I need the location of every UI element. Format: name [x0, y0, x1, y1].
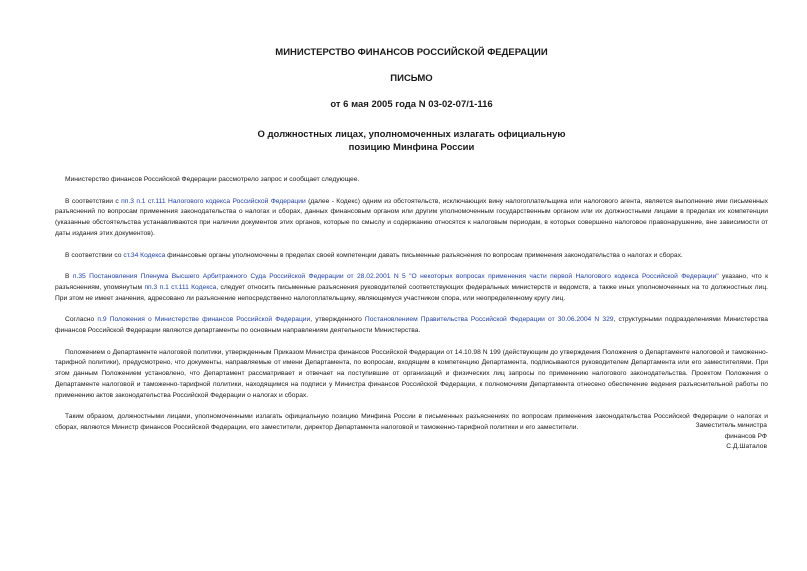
text-fragment: В соответствии со	[65, 251, 124, 259]
text-fragment: В	[65, 273, 73, 281]
paragraph-regulation	[55, 315, 768, 336]
link-code-article-111[interactable]: пп.3 п.1 ст.111 Кодекса	[144, 283, 217, 291]
paragraph-conclusion-text: Таким образом, должностными лицами, уполномоченными излагать официальную позицию Минфина России в письменных разъяснениях по вопросам применения законодательства Российской Федерации о налогах и сборах, являются Министр финансов Российской Федерации, его заместители, директор Департамента налоговой и таможенно-тарифной политики и его заместители.	[55, 413, 768, 431]
signature-block	[695, 421, 767, 453]
text-fragment: (далее - Кодекс) одним из обстоятельств, исключающих вину налогоплательщика или налогового агента, является выполнение ими письменных разъяснений по вопросам применения законодательства о налогах и сборах, данных финансовым органом или другим уполномоченным государственным органом или их должностными лицами в пределах их компетенции (указанные обстоятельства устанавливаются при наличии документов этих органов, которые по смыслу и содержанию относятся к налоговым периодам, в которых совершено налоговое правонарушение, вне зависимости от даты издания этих документов).	[55, 197, 769, 237]
link-government-resolution[interactable]: Постановлением Правительства Российской Федерации от 30.06.2004 N 329	[364, 316, 614, 324]
document-date-number: от 6 мая 2005 года N 03-02-07/1-116	[330, 99, 493, 110]
signature-position: Заместитель министра	[695, 422, 767, 429]
text-fragment: Согласно	[65, 316, 98, 324]
text-fragment: указано, что к разъяснениям, упомянутым	[55, 273, 768, 291]
paragraph-intro	[55, 175, 768, 186]
signature-org: финансов РФ	[724, 432, 767, 440]
title-line-2: позицию Минфина России	[348, 142, 475, 153]
paragraph-intro-text: Министерство финансов Российской Федерации рассмотрело запрос и сообщает следующее.	[65, 176, 360, 183]
paragraph-article-34	[55, 251, 768, 262]
title-line-1: О должностных лицах, уполномоченных излагать официальную	[257, 129, 566, 140]
link-point-35[interactable]: п.35	[72, 273, 86, 281]
link-article-111[interactable]: пп.3 п.1 ст.111 Налогового кодекса Российской Федерации	[121, 197, 306, 205]
link-code[interactable]: Кодекса	[140, 251, 166, 259]
text-fragment: В соответствии с	[65, 197, 122, 205]
paragraph-department-text: Положением о Департаменте налоговой политики, утвержденным Приказом Министра финансов Российской Федерации от 14.10.98 N 199 (действующим до утверждения Положения о Департаменте налоговой и таможенно-тарифной политики), предусмотрено, что документы, направляемые от имени Департамента, по вопросам, входящим в компетенцию Департамента, подписываются руководителем Департамента или его заместителями. При этом данным Положением установлено, что Департамент рассматривает и отвечает на поступившие от организаций и физических лиц запросы по применению налогового законодательства. Проектом Положения о Департаменте налоговой и таможенно-тарифной политики, находящимся на подписи у Министра финансов Российской Федерации, к полномочиям Департамента отнесено обеспечение ведения разъяснительной работы по применению актов законодательства Российской Федерации о налогах и сборах.	[55, 348, 768, 399]
text-fragment: , структурными подразделениями Министерства финансов Российской Федерации являются департаменты по основным направлениям деятельности Министерства.	[55, 316, 768, 335]
paragraph-conclusion	[55, 412, 768, 433]
paragraph-department	[55, 348, 768, 402]
link-article-34[interactable]: ст.34	[123, 251, 139, 259]
text-fragment: , утвержденного	[310, 316, 365, 324]
text-fragment: финансовые органы уполномочены в пределах своей компетенции давать письменные разъяснения по вопросам применения законодательства о налогах и сборах.	[165, 251, 683, 259]
link-ministry-regulation[interactable]: п.9 Положения о Министерстве финансов Российской Федерации	[97, 316, 311, 324]
link-plenum-resolution[interactable]: Постановления Пленума Высшего Арбитражного Суда Российской Федерации от 28.02.2001 N 5 "О некоторых вопросах применения части первой Налогового кодекса Российской Федерации"	[89, 273, 719, 281]
document-title	[55, 128, 768, 154]
ministry-heading: МИНИСТЕРСТВО ФИНАНСОВ РОССИЙСКОЙ ФЕДЕРАЦИИ	[275, 47, 548, 58]
document-type: ПИСЬМО	[390, 73, 433, 84]
document-page	[55, 40, 768, 434]
paragraph-article-111	[55, 197, 768, 240]
signature-name: С.Д.Шаталов	[726, 443, 767, 451]
text-fragment: , следует относить письменные разъяснения руководителей соответствующих федеральных министерств и ведомств, а также иных уполномоченных на то должностных лиц. При этом не имеет значения, адресовано ли разъяснение непосредственно налогоплательщику, являющемуся участником спора, или неопределенному кругу лиц.	[55, 283, 769, 302]
paragraph-plenum	[55, 272, 768, 304]
